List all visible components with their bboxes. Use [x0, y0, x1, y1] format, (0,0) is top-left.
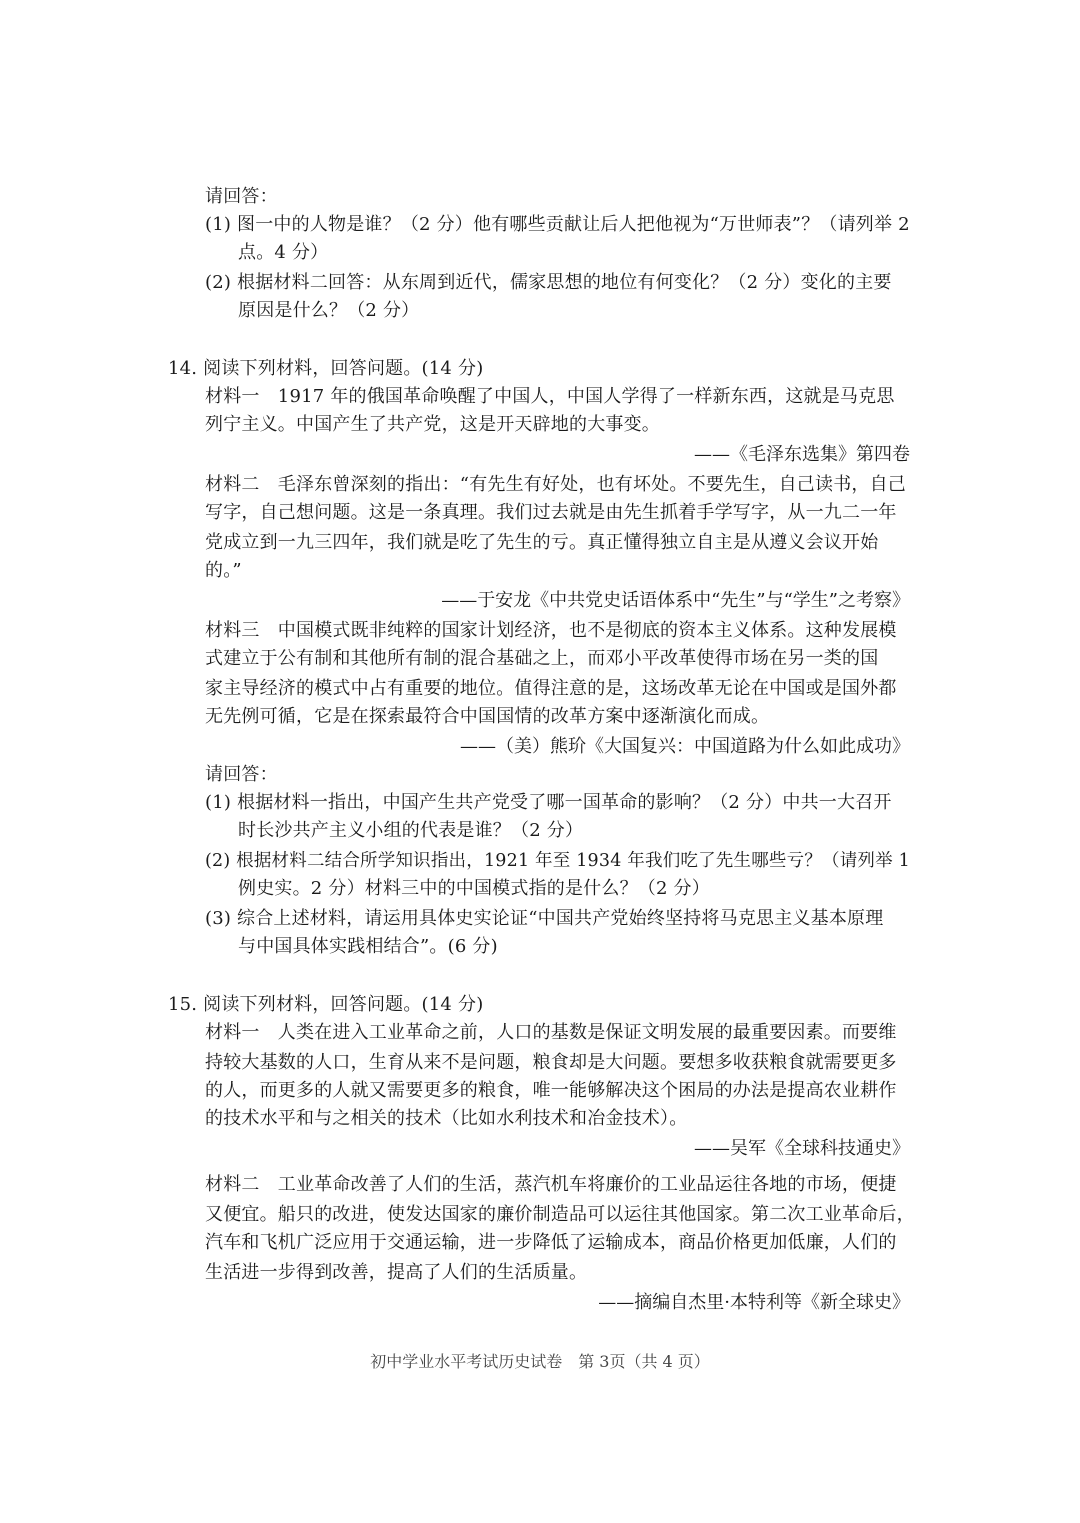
page-footer: 初中学业水平考试历史试卷 第 3页（共 4 页） — [370, 1352, 710, 1371]
q14-subquestion-1-line-2: 时长沙共产主义小组的代表是谁？（2 分） — [238, 820, 584, 841]
q15-material-1-line-1: 材料一 人类在进入工业革命之前，人口的基数是保证文明发展的最重要因素。而要维 — [205, 1022, 897, 1043]
q14-material-3-line-4: 无先例可循，它是在探索最符合中国国情的改革方案中逐渐演化而成。 — [205, 706, 770, 727]
q14-material-3-line-1: 材料三 中国模式既非纯粹的国家计划经济，也不是彻底的资本主义体系。这种发展模 — [205, 620, 897, 641]
q14-material-2-line-4: 的。” — [205, 560, 242, 581]
q15-material-2-line-4: 生活进一步得到改善，提高了人们的生活质量。 — [205, 1262, 588, 1283]
q13-subquestion-1-line-1: (1) 图一中的人物是谁？（2 分）他有哪些贡献让后人把他视为“万世师表”？（请列举 2 — [205, 214, 910, 235]
q14-material-2-source: ——于安龙《中共党史话语体系中“先生”与“学生”之考察》 — [441, 590, 910, 611]
q14-subquestion-3-line-2: 与中国具体实践相结合”。(6 分) — [238, 936, 498, 957]
q14-subquestion-3-line-1: (3) 综合上述材料，请运用具体史实论证“中国共产党始终坚持将马克思主义基本原理 — [205, 908, 884, 929]
q15-material-2-source: ——摘编自杰里·本特利等《新全球史》 — [598, 1292, 910, 1313]
q13-subquestion-2-line-1: (2) 根据材料二回答：从东周到近代，儒家思想的地位有何变化？（2 分）变化的主要 — [205, 272, 892, 293]
q14-material-3-source: ——（美）熊玠《大国复兴：中国道路为什么如此成功》 — [460, 736, 910, 757]
q14-material-1-source: ——《毛泽东选集》第四卷 — [694, 444, 910, 465]
q15-material-1-line-4: 的技术水平和与之相关的技术（比如水利技术和冶金技术）。 — [205, 1108, 688, 1129]
q15-material-1-source: ——吴军《全球科技通史》 — [694, 1138, 910, 1159]
q13-subquestion-2-line-2: 原因是什么？（2 分） — [238, 300, 420, 321]
q14-material-2-line-3: 党成立到一九三四年，我们就是吃了先生的亏。真正懂得独立自主是从遵义会议开始 — [205, 532, 879, 553]
q15-material-2-line-2: 又便宜。船只的改进，使发达国家的廉价制造品可以运往其他国家。第二次工业革命后， — [205, 1204, 915, 1225]
q14-material-3-line-3: 家主导经济的模式中占有重要的地位。值得注意的是，这场改革无论在中国或是国外都 — [205, 678, 897, 699]
q14-subquestion-2-line-1: (2) 根据材料二结合所学知识指出，1921 年至 1934 年我们吃了先生哪些亏？（请列举 1 — [205, 851, 910, 871]
q15-material-1-line-2: 持较大基数的人口，生育从来不是问题，粮食却是大问题。要想多收获粮食就需要更多 — [205, 1052, 897, 1073]
q14-material-2-line-2: 写字，自己想问题。这是一条真理。我们过去就是由先生抓着手学写字，从一九二一年 — [205, 502, 897, 523]
q15-material-1-line-3: 的人，而更多的人就又需要更多的粮食，唯一能够解决这个困局的办法是提高农业耕作 — [205, 1080, 897, 1101]
q15-material-2-line-1: 材料二 工业革命改善了人们的生活，蒸汽机车将廉价的工业品运往各地的市场，便捷 — [205, 1174, 897, 1195]
q14-subquestion-2-line-2: 例史实。2 分）材料三中的中国模式指的是什么？（2 分） — [238, 878, 710, 899]
q14-prompt: 请回答： — [205, 764, 278, 785]
q13-prompt: 请回答： — [205, 186, 278, 207]
q15-material-2-line-3: 汽车和飞机广泛应用于交通运输，进一步降低了运输成本，商品价格更加低廉，人们的 — [205, 1232, 897, 1253]
q14-subquestion-1-line-1: (1) 根据材料一指出，中国产生共产党受了哪一国革命的影响？（2 分）中共一大召开 — [205, 792, 892, 813]
q13-subquestion-1-line-2: 点。4 分） — [238, 242, 329, 263]
q14-material-3-line-2: 式建立于公有制和其他所有制的混合基础之上，而邓小平改革使得市场在另一类的国 — [205, 648, 879, 669]
q15-heading: 15. 阅读下列材料，回答问题。(14 分) — [168, 994, 484, 1015]
q14-material-1-line-1: 材料一 1917 年的俄国革命唤醒了中国人，中国人学得了一样新东西，这就是马克思 — [205, 386, 895, 407]
q14-material-2-line-1: 材料二 毛泽东曾深刻的指出：“有先生有好处，也有坏处。不要先生，自己读书，自己 — [205, 474, 906, 495]
q14-material-1-line-2: 列宁主义。中国产生了共产党，这是开天辟地的大事变。 — [205, 414, 660, 435]
q14-heading: 14. 阅读下列材料，回答问题。(14 分) — [168, 358, 484, 379]
